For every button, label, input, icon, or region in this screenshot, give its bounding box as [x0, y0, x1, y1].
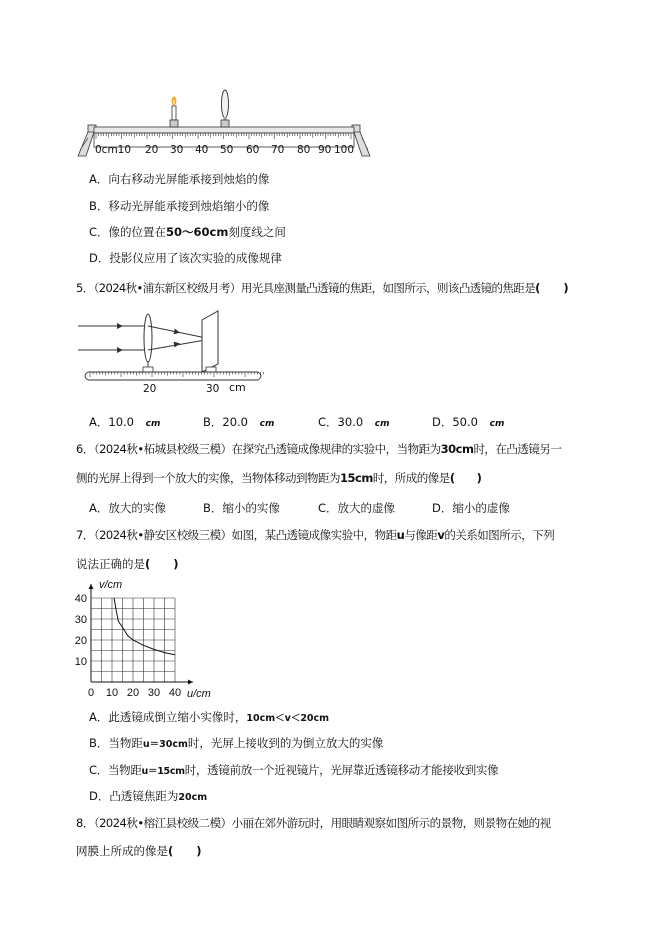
option-label: D．: [89, 251, 110, 265]
scale-label-20: 20: [143, 383, 157, 395]
option-text: 凸透镜焦距为: [109, 789, 179, 803]
q4-option-d[interactable]: [89, 250, 282, 266]
q6-distance: 15cm: [340, 471, 373, 485]
q6-stem-line2: [76, 470, 481, 486]
option-text: 当物距: [107, 763, 142, 777]
answer-paren: ( ): [168, 844, 202, 858]
y-tick-label: 30: [74, 614, 87, 626]
candle: [170, 97, 178, 128]
option-unit: cm: [374, 419, 390, 429]
option-label: D．: [432, 501, 453, 515]
option-text: 缩小的虚像: [452, 501, 510, 515]
q6-option-b[interactable]: [203, 500, 280, 516]
light-screen: [202, 311, 218, 372]
q6-distance: 30cm: [440, 442, 474, 456]
q7-symbol-u: u: [396, 528, 405, 542]
q8-stem-line1: [76, 815, 551, 831]
bench-tick-label: 60: [246, 144, 260, 156]
option-text: 此透镜成倒立缩小实像时，: [108, 710, 247, 724]
q5-option-d[interactable]: [432, 414, 504, 430]
option-math: u＝30cm: [142, 739, 188, 750]
y-tick-label: 40: [74, 593, 87, 605]
convex-lens: [221, 90, 229, 127]
q8-stem-line2: [76, 843, 202, 859]
x-tick-label: 10: [105, 687, 119, 699]
y-axis-arrow: [89, 584, 94, 589]
option-text: 向右移动光屏能承接到烛焰的像: [108, 172, 270, 186]
option-text: 像的位置在: [108, 225, 167, 239]
option-label: D．: [89, 789, 110, 803]
option-label: B．: [89, 199, 109, 213]
option-label: B．: [89, 736, 109, 750]
q7-text: 的关系如图所示，下列: [444, 528, 555, 542]
graph-axes: [89, 584, 194, 685]
q5-option-c[interactable]: [318, 414, 390, 430]
option-label: C．: [318, 415, 338, 429]
q7-option-d[interactable]: [89, 788, 207, 804]
bench-rail: [94, 127, 354, 133]
q7-stem-line2: [76, 556, 179, 572]
option-label: D．: [432, 415, 453, 429]
option-unit: cm: [259, 419, 275, 429]
option-label: C．: [89, 225, 109, 239]
option-label: A．: [89, 501, 109, 515]
x-tick-label: 40: [168, 687, 182, 699]
option-unit: cm: [489, 419, 505, 429]
x-axis-arrow: [188, 680, 193, 685]
q5-option-b[interactable]: [203, 414, 274, 430]
uv-curve: [114, 598, 175, 655]
option-text: 缩小的实像: [222, 501, 280, 515]
option-value: 30.0: [337, 415, 364, 429]
uv-graph: [70, 575, 230, 707]
option-math: u＝15cm: [141, 766, 185, 777]
q6-stem-line1: [76, 441, 561, 457]
q5-option-a[interactable]: [89, 414, 160, 430]
q7-text: 说法正确的是: [76, 557, 145, 571]
q6-text: 6．（2024秋•柘城县校级三模）在探究凸透镜成像规律的实验中，当物距为: [76, 442, 441, 456]
q6-text: 时，在凸透镜另一: [473, 442, 562, 456]
q7-text: 与像距: [404, 528, 438, 542]
option-value: 50.0: [452, 415, 478, 429]
q7-option-c[interactable]: [89, 762, 498, 778]
bench-tick-label: 20: [145, 144, 159, 156]
option-text: 刻度线之间: [228, 225, 286, 239]
option-label: C．: [89, 763, 108, 777]
option-text: 放大的虚像: [337, 501, 396, 515]
option-text: 时，光屏上接收到的为倒立放大的实像: [187, 736, 384, 750]
q7-symbol-v: v: [437, 528, 445, 542]
q6-text: 时，所成的像是: [372, 471, 450, 485]
y-axis-label: v/cm: [99, 579, 123, 591]
option-text: 投影仪应用了该次实验的成像规律: [109, 251, 282, 265]
answer-paren: ( ): [145, 557, 179, 571]
scale-label-30: 30: [206, 383, 220, 395]
option-range: 50～60cm: [166, 225, 229, 239]
q5-stem-text: 5．（2024秋•浦东新区校级月考）用光具座测量凸透镜的焦距，如图所示，则该凸透镜的焦距是: [76, 281, 536, 295]
q6-option-c[interactable]: [318, 500, 395, 516]
scale-unit: cm: [229, 381, 246, 394]
option-text: 放大的实像: [108, 501, 166, 515]
option-value: 10.0: [108, 415, 134, 429]
x-tick-label: 30: [147, 687, 161, 699]
y-tick-label: 10: [74, 656, 87, 668]
option-label: A．: [89, 415, 109, 429]
q4-option-a[interactable]: [89, 171, 269, 187]
option-text: 移动光屏能承接到烛焰缩小的像: [108, 199, 270, 213]
bench-tick-label: 0cm10: [95, 144, 132, 156]
y-tick-label: 20: [74, 635, 87, 647]
x-tick-label: 0: [87, 687, 95, 699]
q8-text: 网膜上所成的像是: [76, 844, 168, 858]
q4-option-c[interactable]: [89, 224, 286, 240]
q7-text: 7．（2024秋•静安区校级三模）如图，某凸透镜成像实验中，物距: [76, 528, 397, 542]
option-text: 当物距: [108, 736, 143, 750]
q6-text: 侧的光屏上得到一个放大的实像，当物体移动到物距为: [76, 471, 340, 485]
bench-tick-label: 50: [220, 144, 234, 156]
bench-tick-label: 100: [334, 144, 355, 156]
q5-stem: [76, 280, 569, 296]
answer-paren: ( ): [535, 281, 569, 295]
bench-tick-label: 90: [318, 144, 332, 156]
bench-left-stand: [78, 125, 96, 156]
option-unit: cm: [145, 419, 161, 429]
q7-option-b[interactable]: [89, 735, 383, 751]
bench-tick-label: 30: [170, 144, 184, 156]
option-label: B．: [203, 501, 223, 515]
x-axis-label: u/cm: [187, 688, 211, 700]
option-math: 20cm: [178, 792, 208, 803]
bench-tick-label: 40: [195, 144, 209, 156]
option-value: 20.0: [222, 415, 248, 429]
option-label: B．: [203, 415, 223, 429]
answer-paren: ( ): [449, 471, 482, 485]
x-tick-label: 20: [126, 687, 140, 699]
lens: [144, 314, 152, 362]
option-math: 10cm＜v＜20cm: [246, 713, 330, 724]
q6-option-d[interactable]: [432, 500, 510, 516]
q7-stem-line1: [76, 527, 554, 543]
q6-option-a[interactable]: [89, 500, 166, 516]
option-text: 时，透镜前放一个近视镜片，光屏靠近透镜移动才能接收到实像: [184, 763, 499, 777]
q4-option-b[interactable]: [89, 198, 269, 214]
option-label: C．: [318, 501, 338, 515]
bench-tick-label: 80: [297, 144, 311, 156]
bench-right-stand: [352, 125, 370, 156]
graph-series: [114, 598, 175, 655]
q8-text: 8．（2024秋•榕江县校级二模）小丽在郊外游玩时，用眼睛观察如图所示的景物，则景物在她的视: [76, 816, 551, 830]
option-label: A．: [89, 172, 109, 186]
q7-option-a[interactable]: [89, 709, 329, 725]
option-label: A．: [89, 710, 109, 724]
bench-tick-label: 70: [271, 144, 285, 156]
